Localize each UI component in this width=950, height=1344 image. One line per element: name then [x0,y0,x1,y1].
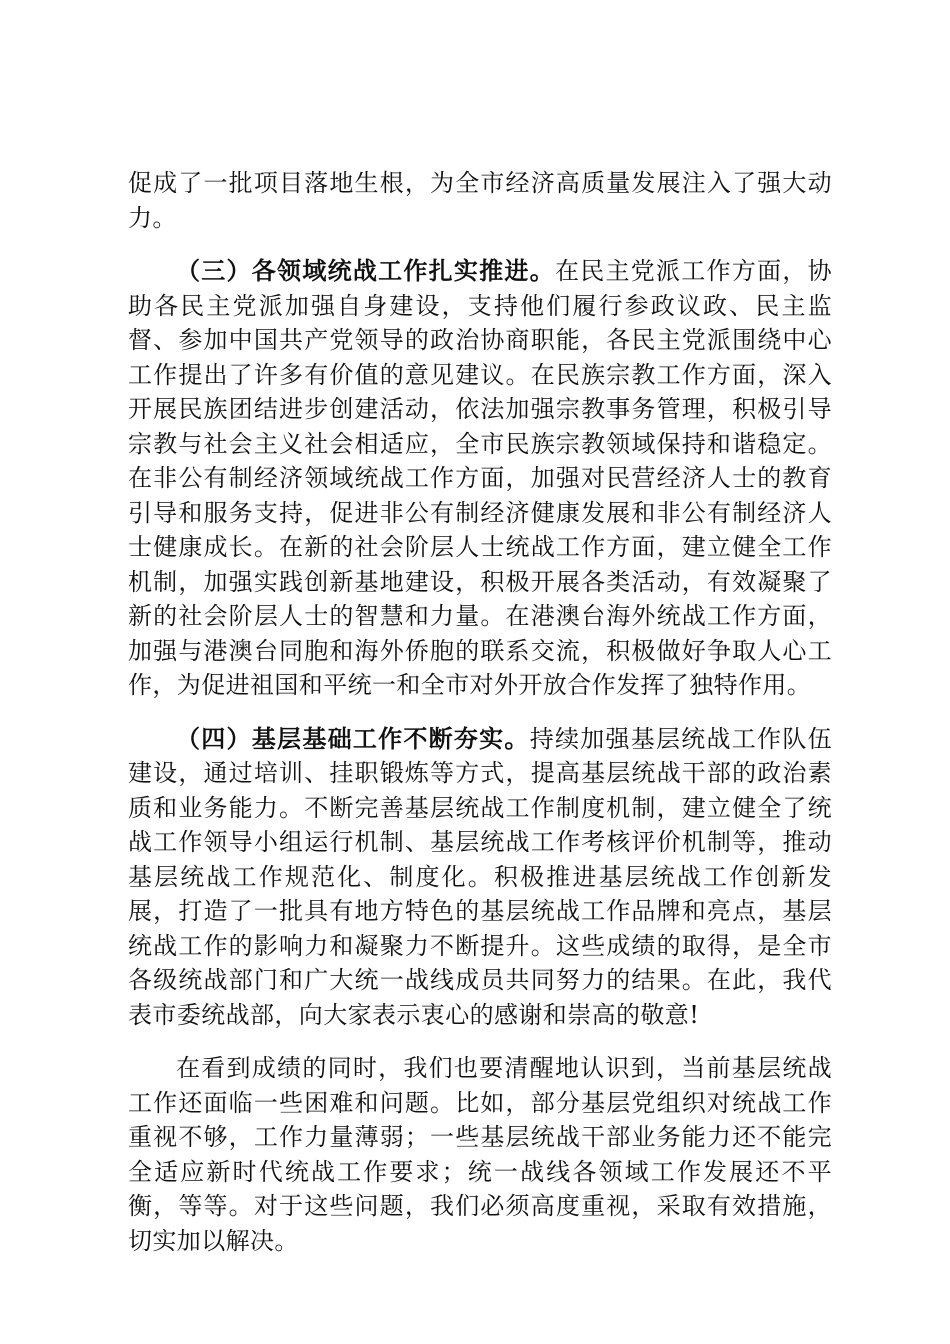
paragraph-body: 持续加强基层统战工作队伍建设，通过培训、挂职锻炼等方式，提高基层统战干部的政治素质和业务能力。不断完善基层统战工作制度机制，建立健全了统战工作领导小组运行机制、基层统战工作考核评价机制等，推动基层统战工作规范化、制度化。积极推进基层统战工作创新发展，打造了一批具有地方特色的基层统战工作品牌和亮点，基层统战工作的影响力和凝聚力不断提升。这些成绩的取得，是全市各级统战部门和广大统一战线成员共同努力的结果。在此，我代表市委统战部，向大家表示衷心的感谢和崇高的敬意! [128,724,832,1029]
paragraph-body: 在民主党派工作方面，协助各民主党派加强自身建设，支持他们履行参政议政、民主监督、参加中国共产党领导的政治协商职能，各民主党派围绕中心工作提出了许多有价值的意见建议。在民族宗教工作方面，深入开展民族团结进步创建活动，依法加强宗教事务管理，积极引导宗教与社会主义社会相适应，全市民族宗教领域保持和谐稳定。在非公有制经济领域统战工作方面，加强对民营经济人士的教育引导和服务支持，促进非公有制经济健康发展和非公有制经济人士健康成长。在新的社会阶层人士统战工作方面，建立健全工作机制，加强实践创新基地建设，积极开展各类活动，有效凝聚了新的社会阶层人士的智慧和力量。在港澳台海外统战工作方面，加强与港澳台同胞和海外侨胞的联系交流，积极做好争取人心工作，为促进祖国和平统一和全市对外开放合作发挥了独特作用。 [128,257,833,699]
document-page [128,166,832,1277]
paragraph-body: 促成了一批项目落地生根，为全市经济高质量发展注入了强大动力。 [128,169,832,232]
paragraph-body: 在看到成绩的同时，我们也要清醒地认识到，当前基层统战工作还面临一些困难和问题。比如，部分基层党组织对统战工作重视不够，工作力量薄弱；一些基层统战干部业务能力还不能完全适应新时代统战工作要求；统一战线各领域工作发展还不平衡，等等。对于这些问题，我们必须高度重视，采取有效措施，切实加以解决。 [128,1054,832,1255]
section-heading: （三）各领域统战工作扎实推进。 [176,256,555,285]
paragraph-section-four [128,722,832,1033]
paragraph-section-three [128,254,832,703]
paragraph-problems [128,1051,832,1258]
paragraph-continuation [128,166,832,235]
section-heading: （四）基层基础工作不断夯实。 [176,723,530,753]
